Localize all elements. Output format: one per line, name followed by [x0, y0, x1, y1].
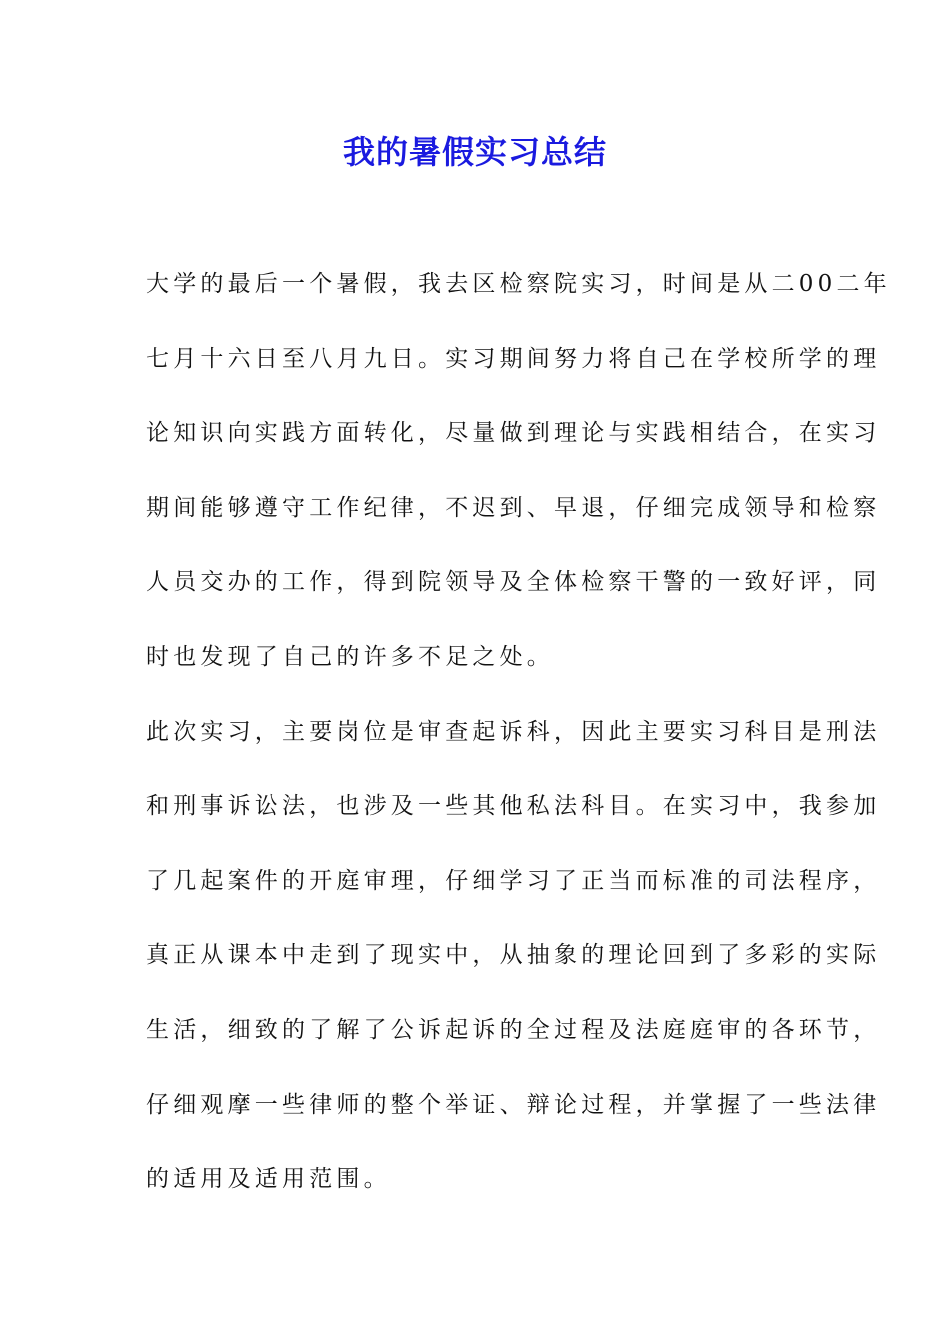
body-line: 仔细观摩一些律师的整个举证、辩论过程，并掌握了一些法律 [146, 1091, 881, 1118]
body-line: 七月十六日至八月九日。实习期间努力将自己在学校所学的理 [146, 345, 881, 372]
body-line: 此次实习，主要岗位是审查起诉科，因此主要实习科目是刑法 [146, 718, 881, 745]
body-line: 论知识向实践方面转化，尽量做到理论与实践相结合，在实习 [146, 420, 881, 447]
document-title: 我的暑假实习总结 [342, 133, 607, 171]
document-body [146, 262, 891, 1232]
body-line: 生活，细致的了解了公诉起诉的全过程及法庭庭审的各环节， [146, 1016, 881, 1043]
body-line: 大学的最后一个暑假，我去区检察院实习，时间是从二00二年 [146, 271, 891, 297]
body-line: 真正从课本中走到了现实中，从抽象的理论回到了多彩的实际 [146, 942, 881, 969]
body-line: 的适用及适用范围。 [146, 1166, 391, 1193]
body-line: 人员交办的工作，得到院领导及全体检察干警的一致好评，同 [146, 569, 881, 596]
body-line: 和刑事诉讼法，也涉及一些其他私法科目。在实习中，我参加 [146, 793, 881, 820]
body-line: 时也发现了自己的许多不足之处。 [146, 643, 554, 670]
body-line: 了几起案件的开庭审理，仔细学习了正当而标准的司法程序， [146, 867, 881, 894]
body-line: 期间能够遵守工作纪律，不迟到、早退，仔细完成领导和检察 [146, 494, 881, 521]
